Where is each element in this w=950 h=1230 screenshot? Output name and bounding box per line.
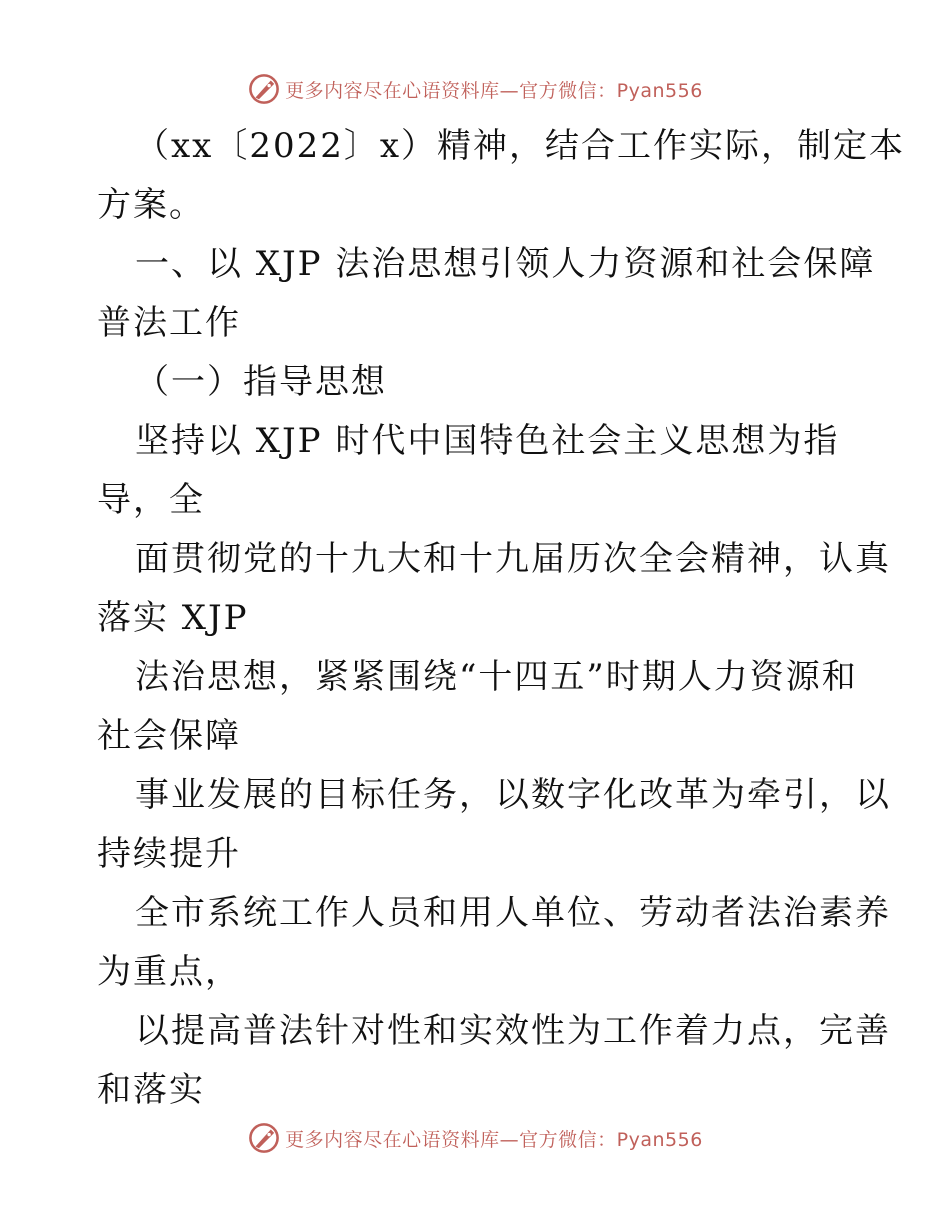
text-line: 持续提升	[97, 834, 241, 874]
text-line: 坚持以 XJP 时代中国特色社会主义思想为指	[135, 421, 840, 461]
text-line: 导，全	[97, 480, 205, 520]
text-line: （xx〔2022〕x）精神，结合工作实际，制定本	[135, 126, 906, 166]
pen-nib-logo-icon	[247, 1121, 281, 1155]
text-line: 以提高普法针对性和实效性为工作着力点，完善	[135, 1011, 891, 1051]
section-heading: （一）指导思想	[135, 362, 387, 402]
text-line: 和落实	[97, 1070, 205, 1110]
pen-nib-logo-icon	[247, 72, 281, 106]
watermark-text: 更多内容尽在心语资料库—官方微信：Pyan556	[285, 79, 703, 102]
footer-watermark	[0, 1121, 950, 1155]
watermark-text: 更多内容尽在心语资料库—官方微信：Pyan556	[285, 1128, 703, 1151]
text-line: 一、以 XJP 法治思想引领人力资源和社会保障	[135, 244, 876, 284]
text-line: 为重点，	[97, 952, 241, 992]
text-line: 社会保障	[97, 716, 241, 756]
header-watermark	[0, 72, 950, 106]
text-line: 普法工作	[97, 303, 241, 343]
text-line: 落实 XJP	[97, 598, 249, 638]
text-line: 全市系统工作人员和用人单位、劳动者法治素养	[135, 893, 891, 933]
text-line: 方案。	[97, 185, 205, 225]
text-line: 事业发展的目标任务，以数字化改革为牵引，以	[135, 775, 891, 815]
text-line: 面贯彻党的十九大和十九届历次全会精神，认真	[135, 539, 891, 579]
text-line: 法治思想，紧紧围绕“十四五”时期人力资源和	[135, 657, 858, 697]
